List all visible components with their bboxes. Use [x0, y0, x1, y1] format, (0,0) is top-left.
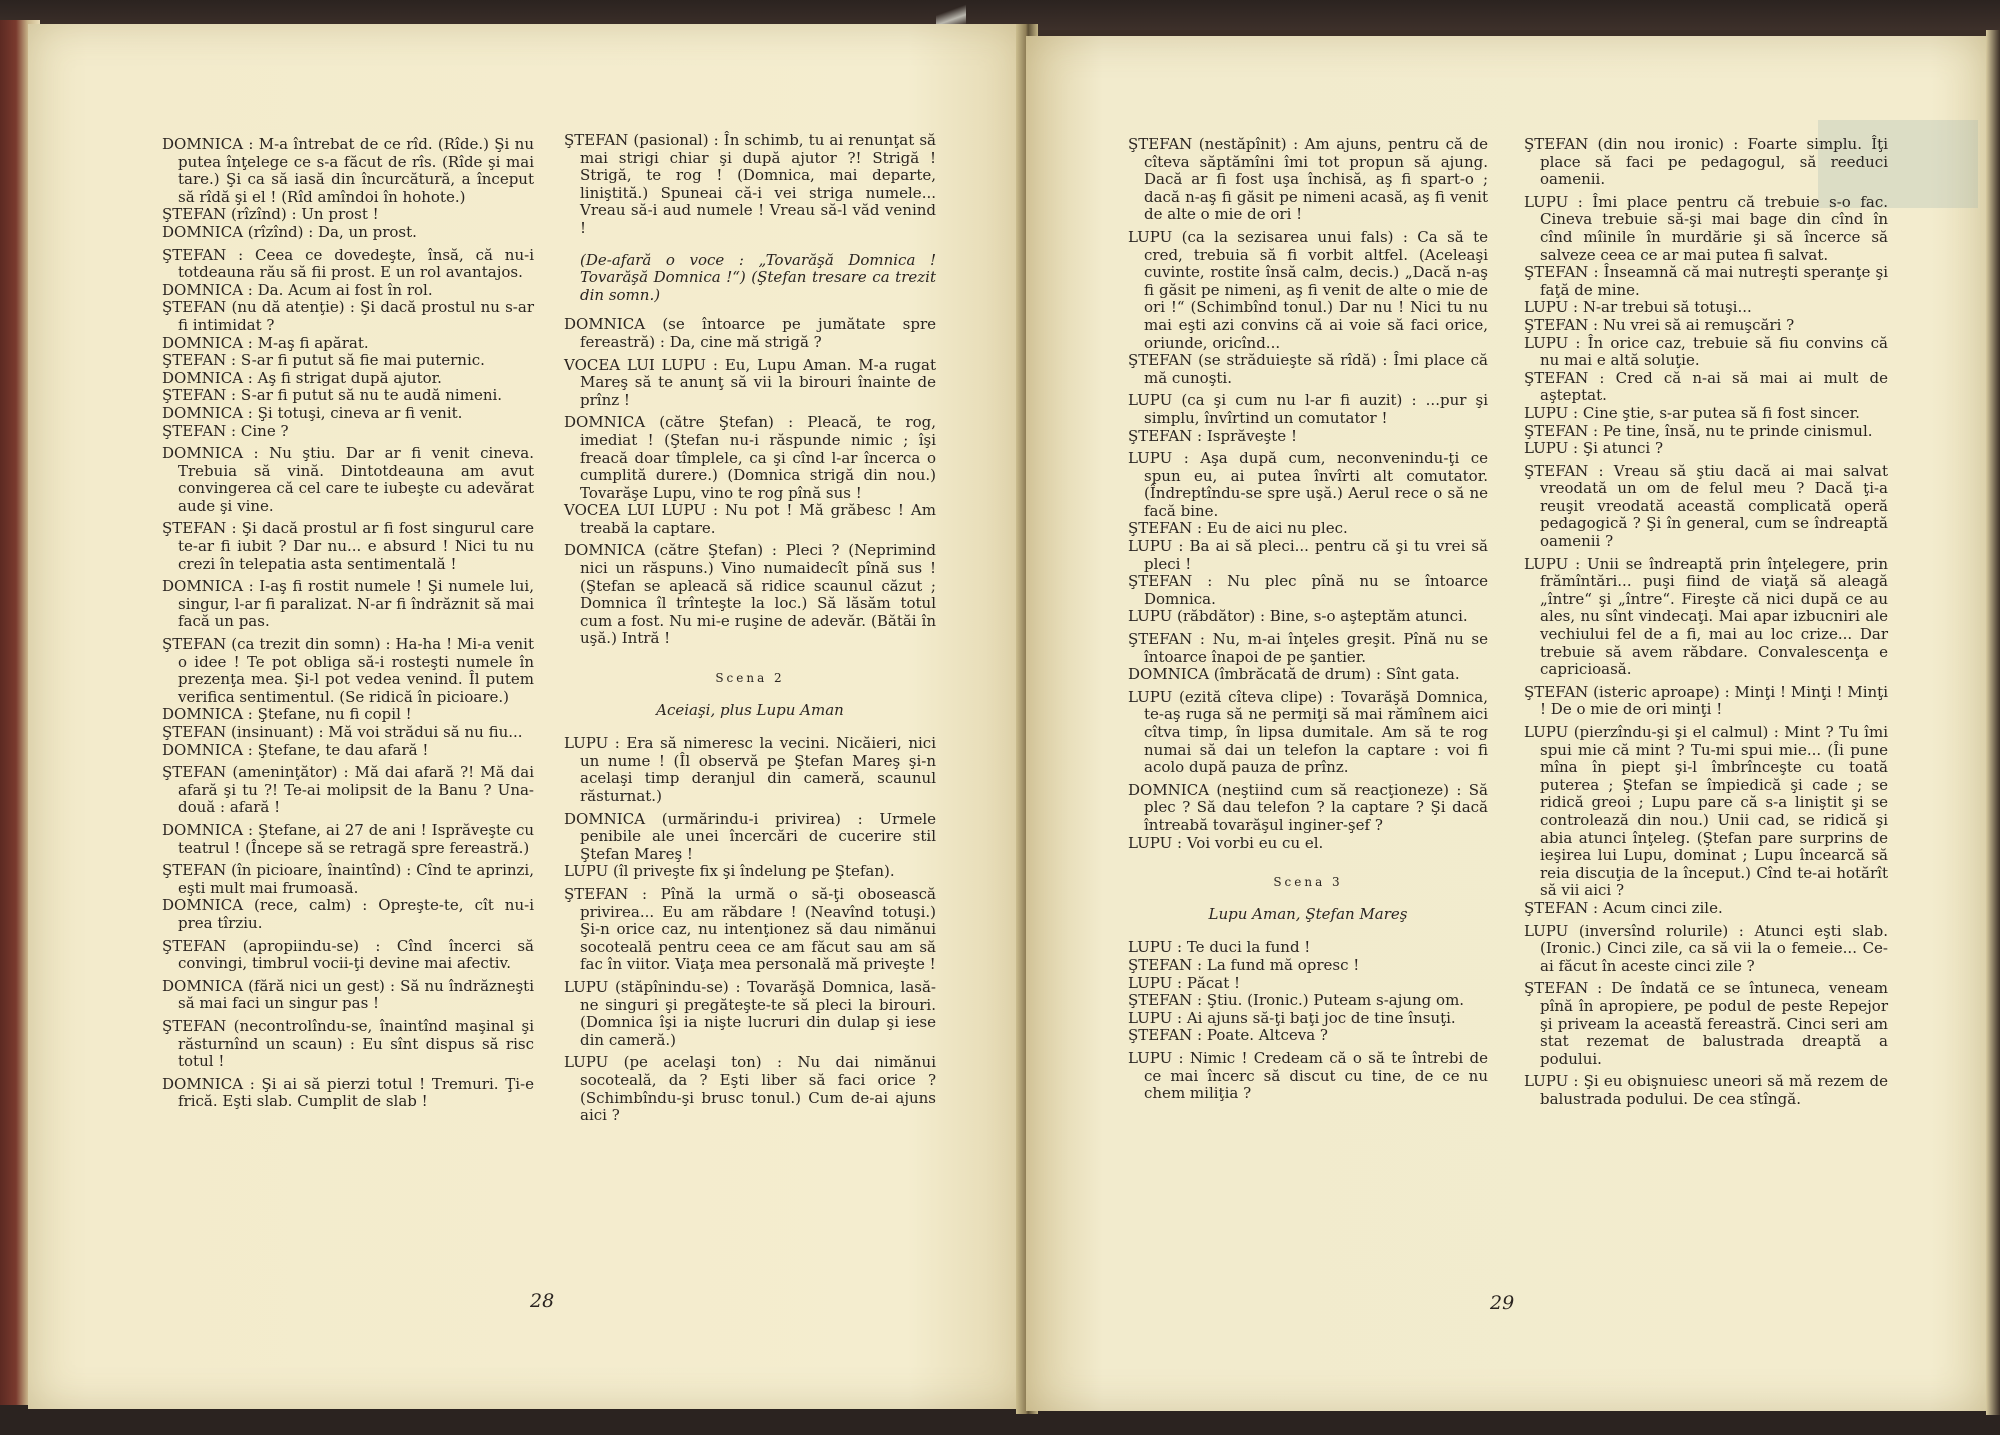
dialogue-line: LUPU (ezită cîteva clipe) : Tovarăşă Domnica, te-aş ruga să ne permiţi să mai rămînem aici cîtva timp, în lipsa dumitale. Am să te rog numai să dai un telefon la captare : voi fi acolo după pauza de prînz.	[1128, 687, 1488, 777]
left-col2-dialogue-c	[564, 735, 936, 1124]
dialogue-line: ŞTEFAN (isteric aproape) : Minţi ! Minţi ! Minţi ! De o mie de ori minţi !	[1524, 682, 1888, 719]
right-page-column-1	[1128, 136, 1488, 1103]
dialogue-line: LUPU : Ba ai să pleci... pentru că şi tu vrei să pleci !	[1128, 537, 1488, 573]
left-col2-dialogue-b	[564, 316, 936, 648]
dialogue-line: DOMNICA (se întoarce pe jumătate spre fereastră) : Da, cine mă strigă ?	[564, 315, 936, 351]
dialogue-line: LUPU : Şi eu obişnuiesc uneori să mă rezem de balustrada podului. De cea stîngă.	[1524, 1072, 1888, 1108]
dialogue-line: ŞTEFAN : Şi dacă prostul ar fi fost singurul care te-ar fi iubit ? Dar nu... e absurd ! Nici tu nu crezi în telepatia asta sentimentală !	[162, 519, 534, 573]
dialogue-line: LUPU (răbdător) : Bine, s-o aşteptăm atunci.	[1128, 607, 1468, 626]
dialogue-line: ŞTEFAN : Pînă la urmă o să-ţi obosească privirea... Eu am răbdare ! (Neavînd totuşi.) Şi-n orice caz, nu intenţionez să dau nimănui socoteală pentru ceea ce am făcut sau am să fac în viitor. Viaţa mea personală mă priveşte !	[564, 884, 936, 974]
dialogue-line: DOMNICA (rîzînd) : Da, un prost.	[162, 222, 417, 241]
dialogue-line: LUPU (ca la sezisarea unui fals) : Ca să te cred, trebuia să fi vorbit altfel. (Aceleaşi cuvinte, rostite însă calm, decis.) „Dacă n-aş fi găsit pe nimeni, aş fi venit de alte o mie de ori !“ (Schimbînd tonul.) Dar nu ! Nici tu nu mai eşti azi convins că ai voie să faci orice, oriunde, oricînd...	[1128, 227, 1488, 352]
dialogue-line: ŞTEFAN (ca trezit din somn) : Ha-ha ! Mi-a venit o idee ! Te pot obliga să-i rosteşti numele în prezenţa mea. Şi-l pot vedea venind. Îl putem verifica sentimentul. (Se ridică în picioare.)	[162, 635, 534, 706]
dialogue-line: ŞTEFAN (pasional) : În schimb, tu ai renunţat să mai strigi chiar şi după ajutor ?! Strigă ! Strigă, te rog ! (Domnica, mai departe, liniştită.) Spuneai că-i vei striga numele... Vreau să-i aud numele ! Vreau să-l văd venind !	[564, 131, 936, 237]
left-col2-dialogue-a	[564, 132, 936, 238]
dialogue-line: ŞTEFAN : Cred că n-ai să mai ai mult de aşteptat.	[1524, 368, 1888, 405]
dialogue-line: DOMNICA : Nu ştiu. Dar ar fi venit cineva. Trebuia să vină. Dintotdeauna am avut convingerea că cel care te iubeşte cu adevărat aude şi vine.	[162, 444, 534, 515]
dialogue-line: ŞTEFAN : Ceea ce dovedeşte, însă, că nu-i totdeauna rău să fii prost. E un rol avantajos.	[162, 245, 534, 282]
dialogue-line: LUPU (îl priveşte fix şi îndelung pe Ştefan).	[564, 862, 895, 881]
dialogue-line: LUPU : Unii se îndreaptă prin înţelegere, prin frămîntări... puşi fiind de viaţă să aleagă „între“ şi „între“. Fireşte că nici după ce au ales, nu sînt vindecaţi. Mai apar izbucniri ale vechiului fel de a fi, mai au loc crize... Dar trebuie să avem răbdare. Convalescenţa e capricioasă.	[1524, 554, 1888, 679]
right-col1-dialogue-a	[1128, 136, 1488, 852]
dialogue-line: ŞTEFAN : Vreau să ştiu dacă ai mai salvat vreodată un om de felul meu ? Dacă ţi-a reuşit vreodată această complicată operă pedagogică ? Şi în general, cum se îndreaptă oamenii ?	[1524, 461, 1888, 551]
dialogue-line: VOCEA LUI LUPU : Eu, Lupu Aman. M-a rugat Mareş să te anunţ să vii la birouri înainte de prînz !	[564, 355, 936, 409]
offstage-voice-direction: (De-afară o voce : „Tovarăşă Domnica ! Tovarăşă Domnica !“) (Ştefan tresare ca trezit din somn.)	[580, 250, 936, 304]
dialogue-line: LUPU : Păcat !	[1128, 973, 1241, 992]
dialogue-line: ŞTEFAN (din nou ironic) : Foarte simplu. Îţi place să faci pe pedagogul, să reeduci oamenii.	[1524, 135, 1888, 189]
page-number-left: 28	[530, 1290, 555, 1312]
dialogue-line: ŞTEFAN : La fund mă opresc !	[1128, 955, 1360, 974]
dialogue-line: ŞTEFAN : Eu de aici nu plec.	[1128, 519, 1348, 538]
dialogue-line: LUPU : Îmi place pentru că trebuie s-o fac. Cineva trebuie să-şi mai bage din cînd în cînd mîinile în murdărie şi să încerce să salveze ceea ce ar mai putea fi salvat.	[1524, 192, 1888, 264]
dialogue-line: LUPU : N-ar trebui să totuşi...	[1524, 298, 1752, 317]
dialogue-line: LUPU : Cine ştie, s-ar putea să fi fost sincer.	[1524, 403, 1860, 422]
dialogue-line: LUPU : Voi vorbi eu cu el.	[1128, 833, 1324, 852]
dialogue-line: DOMNICA : M-aş fi apărat.	[162, 333, 369, 352]
dialogue-line: DOMNICA : M-a întrebat de ce rîd. (Rîde.) Şi nu putea înţelege ce s-a făcut de rîs. (Rîde şi mai tare.) Şi ca să iasă din încurcătură, a început să rîdă şi el ! (Rîd amîndoi în hohote.)	[162, 135, 534, 206]
right-page-column-2	[1524, 136, 1888, 1108]
dialogue-line: DOMNICA : I-aş fi rostit numele ! Şi numele lui, singur, l-ar fi paralizat. N-ar fi îndrăznit să mai facă un pas.	[162, 577, 534, 631]
dialogue-line: ŞTEFAN : S-ar fi putut să fie mai puternic.	[162, 351, 485, 370]
dialogue-line: ŞTEFAN : Cine ?	[162, 421, 289, 440]
dialogue-line: DOMNICA : Ştefane, ai 27 de ani ! Isprăveşte cu teatrul ! (Începe să se retragă spre fereastră.)	[162, 820, 534, 857]
left-page-column-1	[162, 136, 534, 1111]
page-number-right: 29	[1490, 1292, 1515, 1314]
dialogue-line: LUPU : Nimic ! Credeam că o să te întrebi de ce mai încerc să discut cu tine, de ce nu chem miliţia ?	[1128, 1048, 1488, 1103]
dialogue-line: DOMNICA (fără nici un gest) : Să nu îndrăzneşti să mai faci un singur pas !	[162, 976, 534, 1013]
dialogue-line: LUPU (ca şi cum nu l-ar fi auzit) : ...pur şi simplu, învîrtind un comutator !	[1128, 391, 1488, 427]
dialogue-line: ŞTEFAN (nestăpînit) : Am ajuns, pentru că de cîteva săptămîni îmi tot propun să ajung. Dacă ar fi fost uşa închisă, aş fi spart-o ; dacă n-aş fi găsit pe nimeni acasă, aş fi venit de alte o mie de ori !	[1128, 135, 1488, 224]
dialogue-line: ŞTEFAN (necontrolîndu-se, înaintînd maşinal şi răsturnînd un scaun) : Eu sînt dispus să risc totul !	[162, 1016, 534, 1071]
dialogue-line: ŞTEFAN : Pe tine, însă, nu te prinde cinismul.	[1524, 421, 1873, 440]
dialogue-line: ŞTEFAN (insinuant) : Mă voi strădui să nu fiu...	[162, 723, 523, 741]
scene-3-characters: Lupu Aman, Ştefan Mareş	[1208, 904, 1408, 923]
dialogue-line: DOMNICA : Da. Acum ai fost în rol.	[162, 280, 433, 299]
right-col1-dialogue-b	[1128, 939, 1488, 1102]
dialogue-line: ŞTEFAN (nu dă atenţie) : Şi dacă prostul nu s-ar fi intimidat ?	[162, 298, 534, 334]
dialogue-line: ŞTEFAN : Ştiu. (Ironic.) Puteam s-ajung om.	[1128, 991, 1465, 1010]
dialogue-line: DOMNICA (rece, calm) : Opreşte-te, cît nu-i prea tîrziu.	[162, 896, 534, 932]
dialogue-line: ŞTEFAN : S-ar fi putut să nu te audă nimeni.	[162, 386, 503, 405]
dialogue-line: LUPU : Era să nimeresc la vecini. Nicăieri, nici un nume ! (Îl observă pe Ştefan Mareş şi-n acelaşi timp deranjul din cameră, scaunul răsturnat.)	[564, 734, 936, 805]
dialogue-line: DOMNICA (neştiind cum să reacţioneze) : Să plec ? Să dau telefon ? la captare ? Şi dacă întreabă tovarăşul inginer-şef ?	[1128, 780, 1488, 834]
dialogue-line: VOCEA LUI LUPU : Nu pot ! Mă grăbesc ! Am treabă la captare.	[564, 501, 936, 537]
dialogue-line: ŞTEFAN : Acum cinci zile.	[1524, 898, 1723, 917]
dialogue-line: ŞTEFAN (se străduieşte să rîdă) : Îmi place că mă cunoşti.	[1128, 351, 1488, 387]
dialogue-line: LUPU : Ai ajuns să-ţi baţi joc de tine însuţi.	[1128, 1008, 1456, 1027]
dialogue-line: ŞTEFAN : Isprăveşte !	[1128, 426, 1297, 445]
dialogue-line: ŞTEFAN : Nu plec pînă nu se întoarce Domnica.	[1128, 572, 1488, 608]
dialogue-line: ŞTEFAN : De îndată ce se întuneca, veneam pînă în apropiere, pe podul de peste Repejor şi priveam la această fereastră. Cinci seri am stat rezemat de balustrada dreaptă a podului.	[1524, 979, 1888, 1068]
dialogue-line: LUPU : Şi atunci ?	[1524, 439, 1663, 458]
book-right-edge	[1986, 30, 2000, 1415]
dialogue-line: DOMNICA (către Ştefan) : Pleacă, te rog, imediat ! (Ştefan nu-i răspunde nimic ; îşi freacă doar tîmplele, ca şi cînd l-ar încerca o cumplită durere.) (Domnica strigă din nou.) Tovarăşe Lupu, vino te rog pînă sus !	[564, 413, 936, 502]
dialogue-line: DOMNICA (urmărindu-i privirea) : Urmele penibile ale unei încercări de cucerire stil Ştefan Mareş !	[564, 809, 936, 863]
dialogue-line: DOMNICA (îmbrăcată de drum) : Sînt gata.	[1128, 665, 1460, 684]
right-page	[1026, 36, 1988, 1411]
dialogue-line: ŞTEFAN (ameninţător) : Mă dai afară ?! Mă dai afară şi tu ?! Te-ai molipsit de la Banu ? Una-două : afară !	[162, 763, 534, 817]
dialogue-line: ŞTEFAN (rîzînd) : Un prost !	[162, 205, 379, 224]
dialogue-line: LUPU : Aşa după cum, neconvenindu-ţi ce spun eu, ai putea învîrti alt comutator. (Îndreptîndu-se spre uşă.) Aerul rece o să ne facă bine.	[1128, 449, 1488, 520]
left-page-column-2	[564, 132, 936, 1125]
dialogue-line: ŞTEFAN (în picioare, înaintînd) : Cînd te aprinzi, eşti mult mai frumoasă.	[162, 861, 534, 897]
dialogue-line: LUPU (inversînd rolurile) : Atunci eşti slab. (Ironic.) Cinci zile, ca să vii la o femeie... Ce-ai făcut în aceste cinci zile ?	[1524, 921, 1888, 975]
dialogue-line: ŞTEFAN : Nu vrei să ai remuşcări ?	[1524, 315, 1795, 334]
scene-3-heading: Scena 3	[1273, 875, 1343, 890]
dialogue-line: ŞTEFAN : Înseamnă că mai nutreşti speranţe şi faţă de mine.	[1524, 263, 1888, 299]
dialogue-line: ŞTEFAN (apropiindu-se) : Cînd încerci să convingi, timbrul vocii-ţi devine mai afectiv.	[162, 936, 534, 973]
dialogue-line: DOMNICA (către Ştefan) : Pleci ? (Neprimind nici un răspuns.) Vino numaidecît pînă sus ! (Ştefan se apleacă să ridice scaunul căzut ; Domnica îl trînteşte la loc.) Să lăsăm totul cum a fost. Nu mi-e ruşine de adevăr. (Bătăi în uşă.) Intră !	[564, 541, 936, 648]
left-page	[28, 24, 1028, 1409]
dialogue-line: LUPU : În orice caz, trebuie să fiu convins că nu mai e altă soluţie.	[1524, 333, 1888, 370]
dialogue-line: LUPU (pe acelaşi ton) : Nu dai nimănui socoteală, da ? Eşti liber să faci orice ? (Schimbîndu-şi brusc tonul.) Cum de-ai ajuns aici ?	[564, 1053, 936, 1125]
scene-2-characters: Aceiaşi, plus Lupu Aman	[656, 700, 844, 719]
dialogue-line: LUPU (stăpînindu-se) : Tovarăşă Domnica, lasă-ne singuri şi pregăteşte-te să pleci la birouri. (Domnica îşi ia nişte lucruri din dulap şi iese din cameră.)	[564, 977, 936, 1049]
dialogue-line: ŞTEFAN : Poate. Altceva ?	[1128, 1026, 1328, 1045]
dialogue-line: DOMNICA : Şi totuşi, cineva ar fi venit.	[162, 403, 463, 422]
dialogue-line: DOMNICA : Aş fi strigat după ajutor.	[162, 368, 442, 387]
dialogue-line: LUPU : Te duci la fund !	[1128, 938, 1311, 957]
scene-2-heading: Scena 2	[715, 671, 785, 686]
dialogue-line: LUPU (pierzîndu-şi şi el calmul) : Mint ? Tu îmi spui mie că mint ? Tu-mi spui mie... (Îi pune mîna în piept şi-l îmbrînceşte cu toată puterea ; Ştefan se împiedică şi cade ; se ridică greoi ; Lupu pare că s-a liniştit şi se controlează din nou.) Unii cad, se ridică şi abia atunci înţeleg. (Ştefan pare surprins de ieşirea lui Lupu, dominat ; Lupu încearcă să reia discuţia de la început.) Cînd te-ai hotărît să vii aici ?	[1524, 723, 1888, 900]
dialogue-line: DOMNICA : Ştefane, te dau afară !	[162, 740, 429, 759]
dialogue-line: DOMNICA : Şi ai să pierzi totul ! Tremuri. Ţi-e frică. Eşti slab. Cumplit de slab !	[162, 1074, 534, 1111]
dialogue-line: DOMNICA : Ştefane, nu fi copil !	[162, 705, 412, 724]
dialogue-line: ŞTEFAN : Nu, m-ai înţeles greşit. Pînă nu se întoarce înapoi de pe şantier.	[1128, 630, 1488, 666]
